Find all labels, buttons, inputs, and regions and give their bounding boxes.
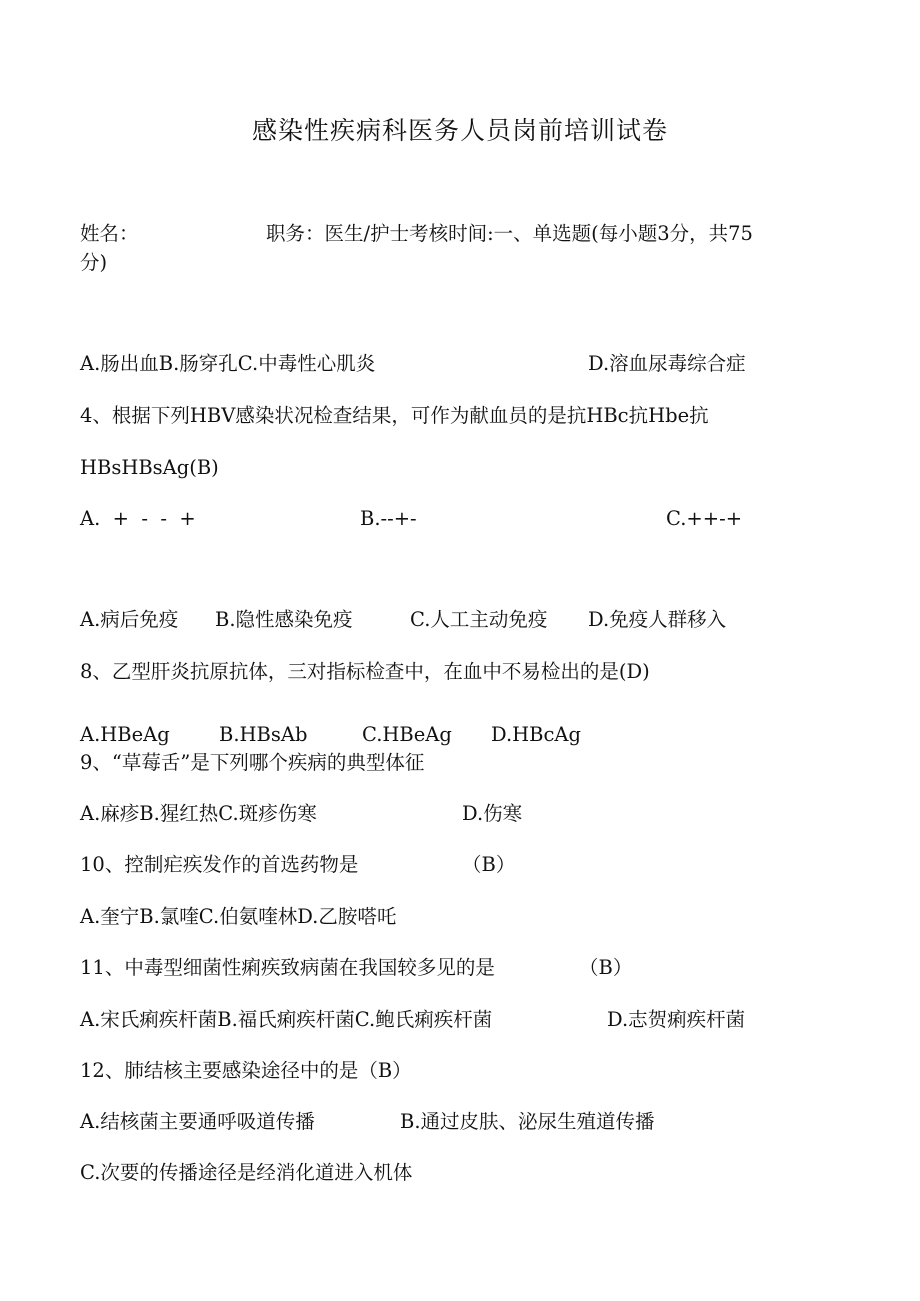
- q11-stem: 11、中毒型细菌性痢疾致病菌在我国较多见的是: [80, 956, 495, 979]
- q8-option-d: D.HBcAg: [491, 723, 581, 746]
- q3-option-d: D.溶血尿毒综合症: [588, 352, 746, 375]
- immunity-option-d: D.免疫人群移入: [588, 608, 727, 631]
- name-label: 姓名：: [80, 222, 139, 245]
- immunity-option-a: A.病后免疫: [80, 608, 179, 631]
- page-title: 感染性疾病科医务人员岗前培训试卷: [251, 116, 668, 145]
- q4-option-a: A. + - - +: [80, 507, 196, 530]
- q8-stem: 8、乙型肝炎抗原抗体，三对指标检查中，在血中不易检出的是(D): [80, 660, 650, 683]
- q4-stem-continued: HBsHBsAg(B): [80, 456, 219, 479]
- q3-options-abc: A.肠出血B.肠穿孔C.中毒性心肌炎: [80, 352, 376, 375]
- q8-option-a: A.HBeAg: [80, 723, 170, 746]
- score-info-continued: 分): [80, 251, 108, 274]
- q12-stem: 12、肺结核主要感染途径中的是（B）: [80, 1059, 412, 1082]
- q11-answer: （B）: [579, 956, 633, 979]
- immunity-option-b: B.隐性感染免疫: [215, 608, 353, 631]
- q4-option-b: B.--+-: [360, 507, 417, 530]
- q4-option-c: C.++-+: [666, 507, 743, 530]
- q4-stem: 4、根据下列HBV感染状况检查结果，可作为献血员的是抗HBc抗Hbe抗: [80, 404, 709, 427]
- q10-options: A.奎宁B.氯喹C.伯氨喹林D.乙胺嗒吒: [80, 905, 397, 928]
- q12-option-a: A.结核菌主要通呼吸道传播: [80, 1110, 315, 1133]
- q11-option-d: D.志贺痢疾杆菌: [607, 1008, 746, 1031]
- q9-option-d: D.伤寒: [462, 802, 523, 825]
- position-exam-info: 职务：医生/护士考核时间:一、单选题(每小题3分，共75: [266, 222, 753, 245]
- q8-option-b: B.HBsAb: [219, 723, 308, 746]
- q9-stem: 9、“草莓舌”是下列哪个疾病的典型体征: [80, 751, 425, 774]
- q12-option-b: B.通过皮肤、泌尿生殖道传播: [400, 1110, 655, 1133]
- q10-answer: （B）: [462, 853, 516, 876]
- q8-option-c: C.HBeAg: [362, 723, 452, 746]
- q9-options-abc: A.麻疹B.猩红热C.斑疹伤寒: [80, 802, 317, 825]
- q12-option-c: C.次要的传播途径是经消化道进入机体: [80, 1161, 413, 1184]
- q11-options-abc: A.宋氏痢疾杆菌B.福氏痢疾杆菌C.鲍氏痢疾杆菌: [80, 1008, 493, 1031]
- q10-stem: 10、控制疟疾发作的首选药物是: [80, 853, 359, 876]
- immunity-option-c: C.人工主动免疫: [410, 608, 548, 631]
